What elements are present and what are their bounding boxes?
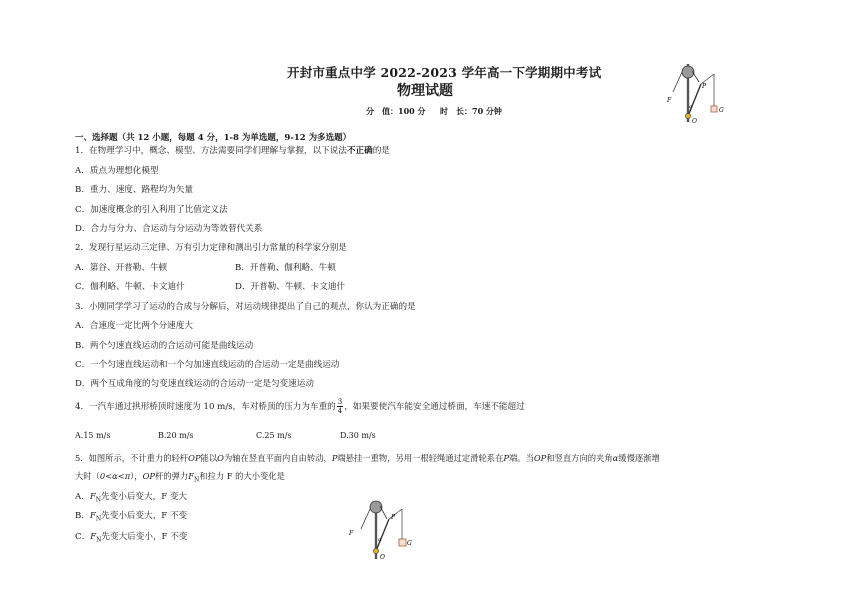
q5-l2-range: 0<α<π — [99, 471, 131, 481]
q5-b-post: 先变小后变大，F 不变 — [101, 511, 188, 521]
question-2-stem: 2．发现行星运动三定律、万有引力定律和测出引力常量的科学家分别是 — [75, 243, 347, 253]
q5-l1-b: 能以 — [200, 453, 218, 463]
question-1-option-b: B．重力、速度、路程均为矢量 — [75, 185, 194, 195]
q5-l1-f: 和竖直方向的夹角 — [546, 453, 613, 463]
q5-b-fn: F — [89, 511, 96, 521]
q5-l2-fn: F — [188, 471, 194, 481]
q5-l1-op2: OP — [533, 453, 547, 463]
q5-l1-g: 缓慢逐渐增 — [618, 453, 660, 463]
figure-label-alpha: α — [689, 104, 693, 110]
q5-c-n: N — [96, 536, 102, 544]
question-5-option-a — [75, 490, 187, 504]
q1-stem-post: 的是 — [372, 146, 390, 156]
exam-time: 时 长：70 分钟 — [440, 106, 502, 116]
q5-l1-p: P — [331, 453, 338, 463]
q5-l2-a: 大时（ — [75, 471, 100, 481]
figure-label-p: P — [702, 83, 707, 90]
q5-l1-d: 端悬挂一重物，另用一根轻绳通过定滑轮系在 — [337, 453, 504, 463]
question-4-option-c: C.25 m/s — [256, 431, 292, 440]
q5-l1-o: O — [217, 453, 224, 463]
q5-l2-n: N — [193, 476, 200, 484]
q5-a-n: N — [95, 496, 102, 504]
q5-l2-op: OP — [142, 471, 155, 481]
question-1-option-a: A．质点为理想化模型 — [75, 166, 159, 176]
q5-l1-c: 为轴在竖直平面内自由转动， — [223, 453, 332, 463]
q5-l1-p2: P — [503, 453, 509, 463]
question-3-option-a: A．合速度一定比两个分速度大 — [75, 321, 193, 331]
q5-c-fn: F — [90, 532, 97, 542]
exam-subject: 物理试题 — [397, 83, 453, 99]
q5-a-fn: F — [89, 492, 96, 502]
question-3-stem: 3．小刚同学学习了运动的合成与分解后，对运动规律提出了自己的观点，你认为正确的是 — [75, 302, 416, 312]
figure-label-o: O — [692, 118, 697, 125]
question-4-option-d: D.30 m/s — [340, 431, 376, 440]
section-heading: 一、选择题（共 12 小题，每题 4 分，1-8 为单选题，9-12 为多选题） — [75, 133, 352, 143]
exam-score: 分 值：100 分 — [366, 106, 426, 116]
question-1-option-c: C．加速度概念的引入利用了比值定义法 — [75, 205, 228, 215]
q4-stem-post: ，如果要使汽车能安全通过桥面，车速不能超过 — [344, 402, 525, 412]
question-4-option-a: A.15 m/s — [75, 431, 111, 440]
figure-label-f: F — [667, 97, 672, 104]
q4-stem-pre: 4．一汽车通过拱形桥顶时速度为 10 m/s，车对桥顶的压力为车重的 — [75, 402, 336, 412]
pulley-rod-figure-bottom — [340, 495, 422, 565]
q5-l2-d: 和拉力 F 的大小变化是 — [199, 471, 285, 481]
q4-fraction-numerator: 3 — [337, 398, 343, 406]
question-5-stem-line1 — [75, 452, 660, 464]
q5-l1-op: OP — [188, 453, 201, 463]
figure2-label-f: F — [349, 530, 354, 537]
q5-c-post: 先变大后变小，F 不变 — [101, 532, 188, 542]
q4-fraction-denominator: 4 — [337, 407, 343, 415]
figure2-label-p: P — [391, 514, 396, 521]
q5-l1-a: 5．如图所示，不计重力的轻杆 — [75, 453, 189, 463]
q5-b-n: N — [95, 515, 102, 523]
question-5-option-b — [75, 509, 187, 523]
question-2-option-a: A．第谷、开普勒、牛顿 — [75, 263, 168, 273]
q5-l2-c: 杆的弹力 — [155, 471, 189, 481]
question-4-option-b: B.20 m/s — [158, 431, 194, 440]
q5-l1-alpha: α — [612, 453, 619, 463]
figure-label-g: G — [719, 107, 724, 114]
question-2-option-c: C．伽利略、牛顿、卡文迪什 — [75, 282, 185, 292]
q5-c-pre: C． — [75, 532, 91, 542]
question-5-option-c — [75, 530, 187, 544]
question-4-stem — [75, 398, 525, 415]
question-2-option-d: D．开普勒、牛顿、卡文迪什 — [235, 282, 346, 292]
q5-a-pre: A． — [75, 492, 90, 502]
figure2-label-g: G — [407, 540, 412, 547]
q5-b-pre: B． — [75, 511, 90, 521]
exam-title: 开封市重点中学 2022-2023 学年高一下学期期中考试 — [287, 65, 602, 80]
q4-fraction — [337, 398, 343, 415]
q5-l2-b: ）， — [130, 471, 143, 481]
figure2-label-alpha: α — [378, 537, 382, 543]
q1-stem-bold: 不正确 — [346, 146, 373, 156]
question-3-option-b: B．两个匀速直线运动的合运动可能是曲线运动 — [75, 341, 254, 351]
question-5-stem-line2 — [75, 470, 285, 484]
question-3-option-d: D．两个互成角度的匀变速直线运动的合运动一定是匀变速运动 — [75, 379, 314, 389]
question-2-option-b: B．开普勒、伽利略、牛顿 — [235, 263, 336, 273]
question-1-option-d: D．合力与分力、合运动与分运动为等效替代关系 — [75, 224, 263, 234]
figure2-label-o: O — [380, 554, 385, 561]
question-3-option-c: C．一个匀速直线运动和一个匀加速直线运动的合运动一定是曲线运动 — [75, 360, 340, 370]
q5-a-post: 先变小后变大，F 变大 — [101, 492, 188, 502]
q5-l1-e: 端。当 — [508, 453, 534, 463]
question-1-stem — [75, 144, 390, 156]
q1-stem-pre: 1．在物理学习中，概念、模型、方法需要同学们理解与掌握，以下说法 — [75, 146, 347, 156]
pulley-rod-figure-top — [652, 58, 734, 128]
